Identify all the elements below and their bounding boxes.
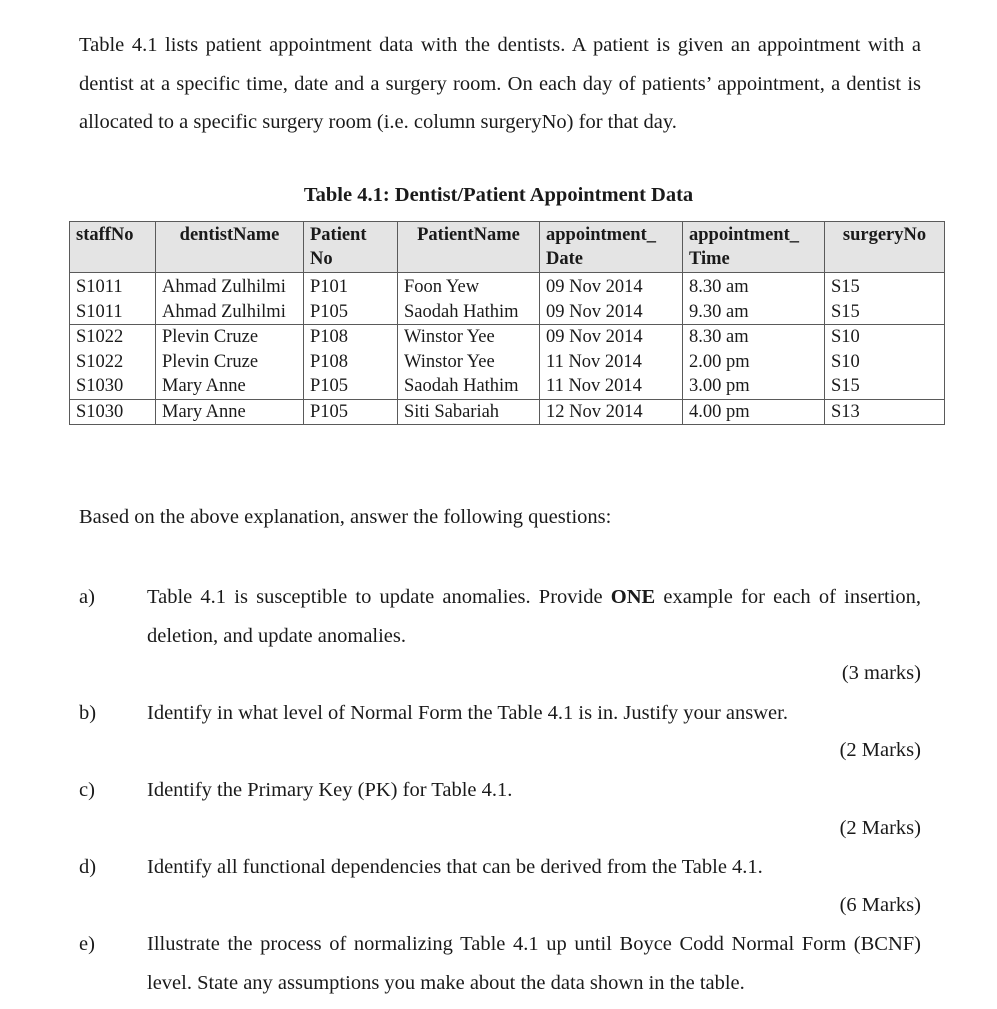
cell-appointment-date: 11 Nov 2014 [540, 374, 683, 399]
cell-dentistname: Plevin Cruze [156, 325, 304, 350]
cell-staffno: S1022 [70, 350, 156, 375]
cell-dentistname: Ahmad Zulhilmi [156, 273, 304, 300]
cell-dentistname: Mary Anne [156, 399, 304, 425]
cell-surgeryno: S15 [825, 300, 945, 325]
marks-b: (2 Marks) [839, 739, 921, 761]
question-text: Identify all functional dependencies that can be derived from the Table 4.1. [147, 856, 763, 878]
question-text-start: Table 4.1 is susceptible to update anomalies. Provide [147, 586, 611, 608]
appointment-table [69, 221, 945, 425]
table-row [70, 300, 945, 325]
table-row [70, 374, 945, 399]
question-letter: d) [79, 856, 97, 878]
cell-patientno: P101 [304, 273, 398, 300]
cell-surgeryno: S10 [825, 350, 945, 375]
cell-patientno: P105 [304, 399, 398, 425]
question-letter: e) [79, 933, 95, 955]
table-row [70, 273, 945, 300]
cell-appointment-date: 09 Nov 2014 [540, 325, 683, 350]
cell-appointment-date: 11 Nov 2014 [540, 350, 683, 375]
question-text: Identify the Primary Key (PK) for Table 4.1. [147, 779, 513, 801]
cell-dentistname: Plevin Cruze [156, 350, 304, 375]
cell-patientname: Saodah Hathim [398, 374, 540, 399]
cell-appointment-date: 09 Nov 2014 [540, 300, 683, 325]
header-surgeryno: surgeryNo [825, 222, 945, 273]
cell-staffno: S1030 [70, 399, 156, 425]
table-row [70, 399, 945, 425]
table-row [70, 350, 945, 375]
cell-appointment-time: 8.30 am [683, 325, 825, 350]
intro-paragraph: Table 4.1 lists patient appointment data with the dentists. A patient is given an appointment with a dentist at a specific time, date and a surgery room. On each day of patients’ appointment, a dentist is allocated to a specific surgery room (i.e. column surgeryNo) for that day. [79, 34, 921, 133]
question-text: Illustrate the process of normalizing Table 4.1 up until Boyce Codd Normal Form (BCNF) level. State any assumptions you make about the data shown in the table. [147, 933, 921, 994]
question-text [147, 578, 921, 655]
header-patientno: Patient No [304, 222, 398, 273]
cell-appointment-time: 2.00 pm [683, 350, 825, 375]
cell-appointment-time: 4.00 pm [683, 399, 825, 425]
cell-patientno: P108 [304, 325, 398, 350]
cell-staffno: S1022 [70, 325, 156, 350]
question-text-end: example for each of insertion, deletion, and update anomalies. [147, 586, 921, 647]
cell-dentistname: Ahmad Zulhilmi [156, 300, 304, 325]
cell-appointment-time: 8.30 am [683, 273, 825, 300]
header-staffno: staffNo [70, 222, 156, 273]
question-letter: a) [79, 586, 95, 608]
cell-appointment-date: 12 Nov 2014 [540, 399, 683, 425]
question-text: Identify in what level of Normal Form the Table 4.1 is in. Justify your answer. [147, 702, 788, 724]
header-dentistname: dentistName [156, 222, 304, 273]
cell-dentistname: Mary Anne [156, 374, 304, 399]
cell-surgeryno: S15 [825, 374, 945, 399]
header-appointment-time: appointment_ Time [683, 222, 825, 273]
header-appointment-date: appointment_ Date [540, 222, 683, 273]
question-emphasis: ONE [610, 586, 656, 608]
cell-appointment-time: 3.00 pm [683, 374, 825, 399]
cell-patientname: Siti Sabariah [398, 399, 540, 425]
cell-staffno: S1030 [70, 374, 156, 399]
marks-a: (3 marks) [841, 662, 921, 684]
table-header-row [70, 222, 945, 273]
cell-surgeryno: S13 [825, 399, 945, 425]
header-patientname: PatientName [398, 222, 540, 273]
cell-patientno: P105 [304, 300, 398, 325]
cell-appointment-time: 9.30 am [683, 300, 825, 325]
table-caption: Table 4.1: Dentist/Patient Appointment Data [303, 184, 694, 206]
cell-staffno: S1011 [70, 273, 156, 300]
cell-patientname: Saodah Hathim [398, 300, 540, 325]
table-row [70, 325, 945, 350]
cell-surgeryno: S15 [825, 273, 945, 300]
question-letter: c) [79, 779, 95, 801]
marks-c: (2 Marks) [839, 817, 921, 839]
cell-surgeryno: S10 [825, 325, 945, 350]
cell-patientno: P108 [304, 350, 398, 375]
questions-lead: Based on the above explanation, answer the following questions: [79, 506, 612, 528]
cell-patientname: Winstor Yee [398, 325, 540, 350]
question-letter: b) [79, 702, 97, 724]
cell-staffno: S1011 [70, 300, 156, 325]
marks-d: (6 Marks) [839, 894, 921, 916]
cell-patientno: P105 [304, 374, 398, 399]
cell-appointment-date: 09 Nov 2014 [540, 273, 683, 300]
cell-patientname: Foon Yew [398, 273, 540, 300]
cell-patientname: Winstor Yee [398, 350, 540, 375]
